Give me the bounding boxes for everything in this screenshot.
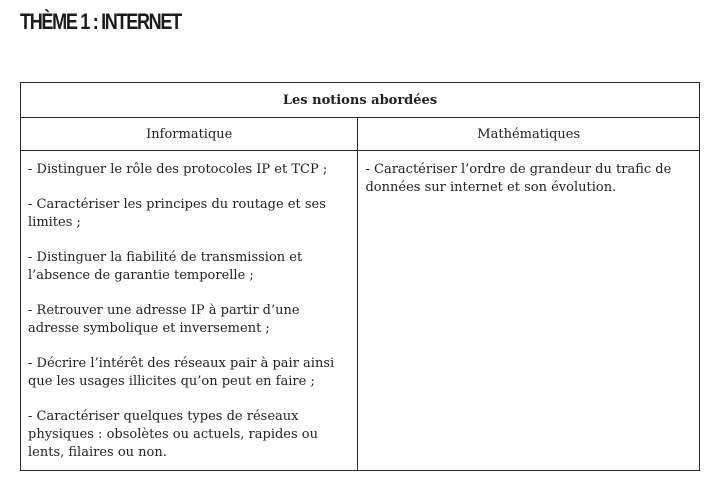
- column-headers-row: [21, 118, 700, 151]
- page-title: THÈME 1 : INTERNET: [20, 9, 181, 34]
- informatique-cell: [21, 151, 358, 471]
- notions-table: [20, 82, 700, 471]
- list-item: - Retrouver une adresse IP à partir d’une adresse symbolique et inversement ;: [28, 303, 300, 336]
- table-header: Les notions abordées: [21, 83, 700, 118]
- table-body-row: [21, 151, 700, 471]
- list-item: - Décrire l’intérêt des réseaux pair à pair ainsi que les usages illicites qu’on peut en faire ;: [28, 356, 335, 389]
- mathematiques-cell: [358, 151, 700, 471]
- column-header-informatique: Informatique: [21, 118, 358, 151]
- column-header-mathematiques: Mathématiques: [358, 118, 700, 151]
- list-item: - Caractériser les principes du routage et ses limites ;: [28, 197, 326, 230]
- table-header-row: [21, 83, 700, 118]
- list-item: - Caractériser quelques types de réseaux physiques : obsolètes ou actuels, rapides ou lents, filaires ou non.: [28, 409, 318, 460]
- list-item: - Distinguer le rôle des protocoles IP et TCP ;: [28, 162, 328, 177]
- list-item: - Distinguer la fiabilité de transmission et l’absence de garantie temporelle ;: [28, 250, 303, 283]
- list-item: - Caractériser l’ordre de grandeur du trafic de données sur internet et son évolution.: [365, 162, 672, 195]
